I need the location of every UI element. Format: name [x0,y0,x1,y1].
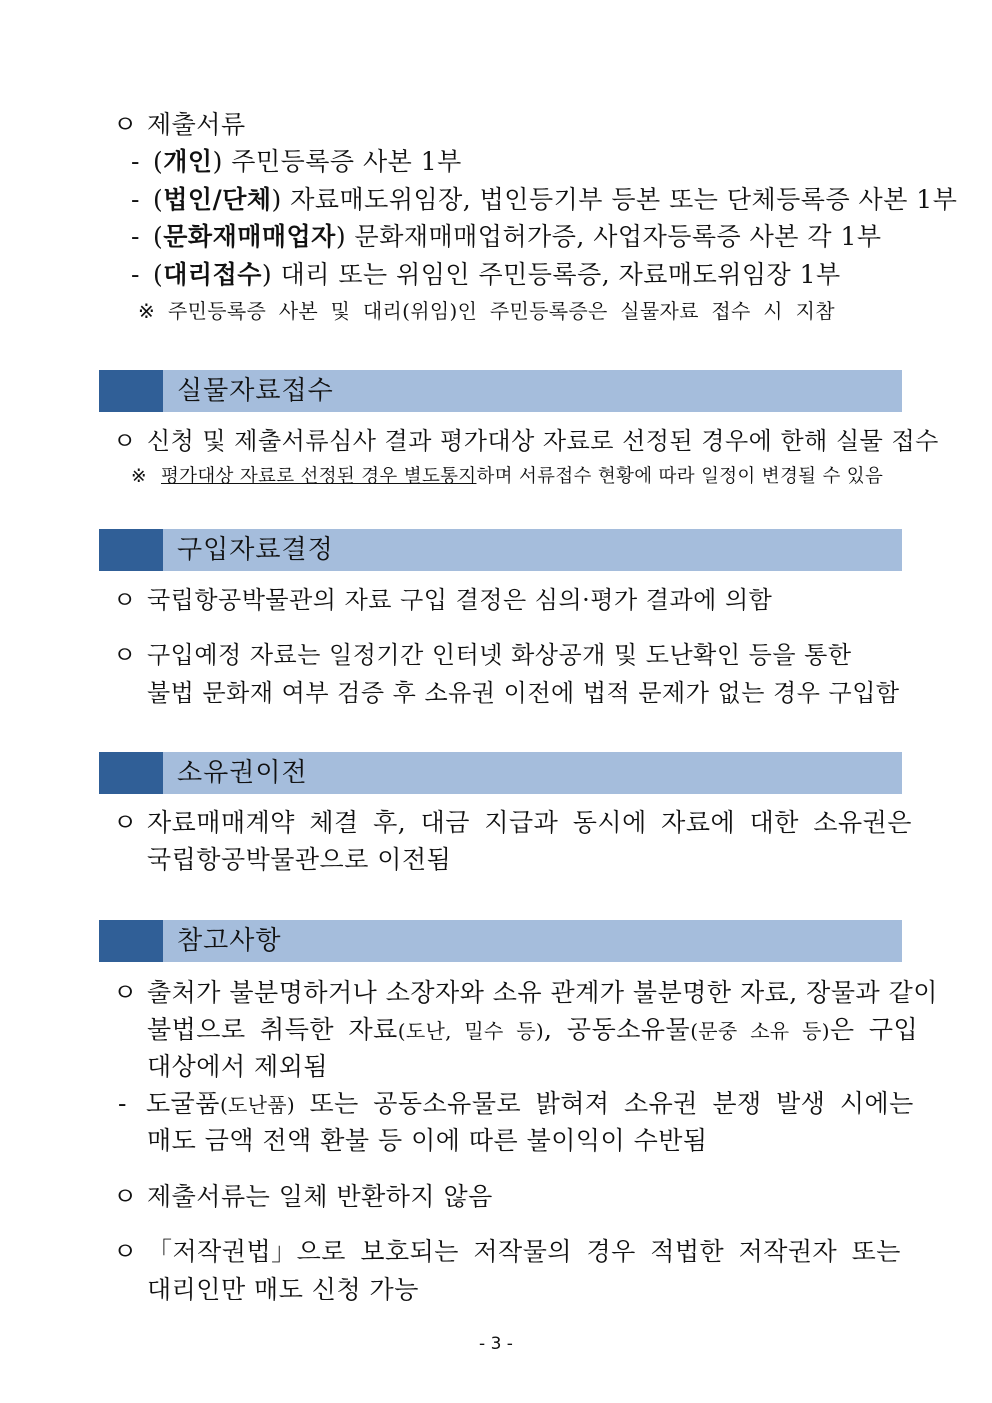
paragraph-aside: (도난, 밀수 등) [397,1019,545,1043]
bullet-icon: ㅇ [113,1182,138,1211]
reference-subitem [118,1087,914,1121]
paragraph-text: 대상에서 제외됨 [147,1052,328,1081]
paragraph-text: 국립항공박물관의 자료 구입 결정은 심의·평가 결과에 의함 [147,586,773,614]
section-title: 소유권이전 [177,758,308,788]
item-text: 주민등록증 사본 1부 [222,147,462,176]
item-text: 문화재매매업허가증, 사업자등록증 사본 각 1부 [346,222,882,251]
bullet-icon: ㅇ [113,586,137,614]
paragraph-aside: (도난품) [219,1093,296,1117]
section-header-receipt [99,370,902,412]
bullet-icon: ㅇ [113,808,138,837]
bullet-icon: ㅇ [113,1237,138,1266]
reference-subitem-cont [147,1124,708,1158]
paragraph-aside: (문중 소유 등) [690,1019,830,1043]
paren-open: ( [153,185,164,214]
reference-paragraph-1 [113,976,938,1010]
receipt-paragraph [113,424,939,458]
paragraph-text: 불법으로 취득한 자료 [147,1015,398,1044]
section-header-reference [99,920,902,962]
bullet-icon: ㅇ [113,978,138,1007]
bullet-icon: ㅇ [113,110,138,139]
document-item-proxy [131,258,841,292]
note-underlined: 평가대상 자료로 선정된 경우 별도통지 [161,466,477,487]
reference-paragraph-1-line-2 [147,1013,918,1047]
section-title: 실물자료접수 [177,376,334,406]
bullet-icon: ㅇ [113,641,137,669]
section-title: 참고사항 [177,926,282,956]
paragraph-text: 국립항공박물관으로 이전됨 [147,845,452,874]
section-header-block [99,370,163,412]
transfer-paragraph [113,806,912,840]
receipt-note [131,463,883,491]
document-item-dealer [131,220,882,254]
paragraph-text: 「저작권법」으로 보호되는 저작물의 경우 적법한 저작권자 또는 [147,1237,901,1266]
paragraph-text: 은 구입 [829,1015,919,1044]
dash-icon: - [131,260,140,289]
paragraph-text: , 공동소유물 [544,1015,691,1044]
paren-close: ) [261,260,273,289]
paren-close: ) [335,222,347,251]
item-label: 법인/단체 [163,185,272,214]
section-header-transfer [99,752,902,794]
paragraph-text: 제출서류는 일체 반환하지 않음 [147,1182,493,1211]
dash-icon: - [131,222,140,251]
dash-icon: - [131,147,140,176]
paragraph-text: 매도 금액 전액 환불 등 이에 따른 불이익이 수반됨 [147,1126,708,1155]
section-header-block [99,529,163,571]
item-label: 문화재매매업자 [163,222,336,251]
paragraph-text: 불법 문화재 여부 검증 후 소유권 이전에 법적 문제가 없는 경우 구입함 [147,679,900,707]
dash-icon: - [131,185,140,214]
paragraph-text: 신청 및 제출서류심사 결과 평가대상 자료로 선정된 경우에 한해 실물 접수 [147,427,939,455]
page-number: - 3 - [479,1334,513,1354]
note-icon: ※ [138,299,156,323]
section-header-block [99,920,163,962]
documents-note [138,297,835,325]
note-text: 하며 서류접수 현황에 따라 일정이 변경될 수 있음 [476,466,884,487]
section-header-block [99,752,163,794]
paren-open: ( [153,222,164,251]
document-item-individual [131,145,462,179]
documents-title: 제출서류 [147,110,246,139]
reference-paragraph-3 [113,1235,901,1269]
paragraph-text: 또는 공동소유물로 밝혀져 소유권 분쟁 발생 시에는 [295,1089,914,1118]
section-title: 구입자료결정 [177,535,334,565]
paren-close: ) [271,185,282,214]
section-header-decision [99,529,902,571]
dash-icon: - [118,1089,127,1118]
reference-paragraph-3-cont [147,1273,419,1307]
item-text: 자료매도위임장, 법인등기부 등본 또는 단체등록증 사본 1부 [281,185,958,214]
paren-open: ( [153,147,164,176]
reference-paragraph-1-line-3 [147,1050,328,1084]
note-text: 주민등록증 사본 및 대리(위임)인 주민등록증은 실물자료 접수 시 지참 [168,299,835,323]
bullet-icon: ㅇ [113,427,137,455]
paragraph-text: 구입예정 자료는 일정기간 인터넷 화상공개 및 도난확인 등을 통한 [147,641,852,669]
item-label: 개인 [163,147,213,176]
reference-paragraph-2 [113,1180,493,1214]
paren-open: ( [153,260,164,289]
decision-paragraph-1 [113,583,772,617]
decision-paragraph-2-cont [147,676,900,710]
paragraph-text: 대리인만 매도 신청 가능 [147,1275,419,1304]
paragraph-text: 도굴품 [146,1089,220,1118]
item-text: 대리 또는 위임인 주민등록증, 자료매도위임장 1부 [272,260,841,289]
paragraph-text: 출처가 불분명하거나 소장자와 소유 관계가 불분명한 자료, 장물과 같이 [147,978,938,1007]
note-icon: ※ [131,466,147,487]
documents-heading [113,108,246,142]
paragraph-text: 자료매매계약 체결 후, 대금 지급과 동시에 자료에 대한 소유권은 [147,808,912,837]
item-label: 대리접수 [163,260,262,289]
decision-paragraph-2 [113,638,852,672]
document-item-corporation [131,183,957,217]
paren-close: ) [212,147,223,176]
transfer-paragraph-cont [147,843,451,877]
